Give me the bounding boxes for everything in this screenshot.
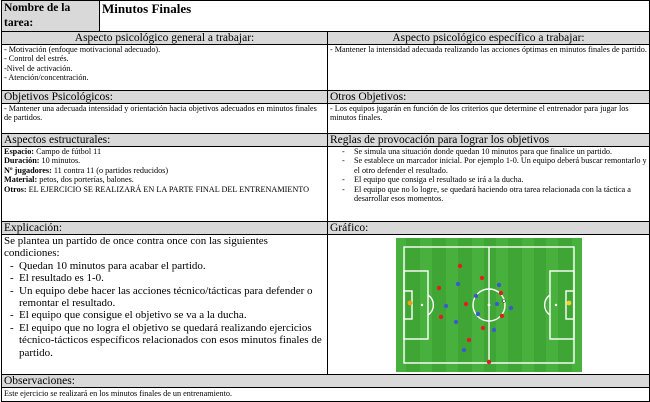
task-name-label: Nombre de la tarea: [2, 1, 100, 32]
blue-player [473, 294, 477, 298]
general-aspect-item: - Control del estrés. [4, 54, 69, 64]
blue-player [461, 348, 465, 352]
red-player [438, 315, 442, 319]
observations-text: Este ejercicio se realizará en los minutos finales de un entrenamiento. [2, 388, 650, 402]
left-penalty-spot [420, 304, 422, 306]
rule-item: - Se establece un marcador inicial. Por ejemplo 1-0. Un equipo deberá buscar remontarlo y el otro defender el resultado. [354, 156, 647, 175]
structural-header: Aspectos estructurales: [2, 134, 328, 147]
pitch-stripe [522, 238, 534, 372]
other-objectives-text: - Los equipos jugarán en función de los criterios que determine el entrenador para jugar los minutos finales. [328, 104, 650, 134]
rule-item: - El equipo que consiga el resultado se irá a la ducha. [354, 175, 647, 184]
red-player [480, 326, 484, 330]
task-name-value: Minutos Finales [100, 1, 650, 32]
observations-header: Observaciones: [2, 375, 650, 388]
psych-objectives-header: Objetivos Psicológicos: [2, 91, 328, 104]
goalkeeper-yellow [566, 301, 571, 306]
red-player [457, 264, 461, 268]
center-spot [487, 304, 490, 307]
rule-item: - Se simula una situación donde quedan 10 minutos para que finalice un partido. [354, 147, 647, 156]
red-player [479, 276, 483, 280]
explanation-item: - El resultado es 1-0. [19, 272, 325, 284]
football-pitch-diagram [396, 238, 582, 372]
blue-player [508, 306, 512, 310]
red-player [436, 286, 440, 290]
structural-row: Duración: 10 minutos. [4, 156, 81, 166]
psych-objectives-text: - Mantener una adecuada intensidad y orientación hacia objetivos adecuados en minutos finales de partidos. [2, 104, 328, 134]
general-aspect-header: Aspecto psicológico general a trabajar: [2, 32, 328, 45]
blue-player [491, 328, 495, 332]
rule-item: - El equipo que no lo logre, se quedará haciendo otra tarea relacionada con la táctica a desarrollar esos momentos. [354, 185, 647, 204]
blue-player [494, 302, 498, 306]
red-player [466, 338, 470, 342]
general-aspect-item: - Atención/concentración. [4, 73, 89, 83]
graphic-cell [328, 235, 650, 375]
structural-list [2, 147, 328, 222]
graphic-header: Gráfico: [328, 222, 650, 235]
structural-row: Material: petos, dos porterías, balones. [4, 175, 134, 185]
pitch-stripe [472, 238, 484, 372]
ball [502, 300, 505, 303]
explanation-item: - Un equipo debe hacer las acciones técnico/tácticas para defender o remontar el resultado. [19, 285, 325, 310]
general-aspect-item: - Motivación (enfoque motivacional adecuado). [4, 45, 161, 54]
specific-aspect-header: Aspecto psicológico específico a trabajar: [328, 32, 650, 45]
red-player [498, 291, 502, 295]
rules-list [328, 147, 650, 222]
blue-player [453, 320, 457, 324]
explanation-intro: Se plantea un partido de once contra once con las siguientes condiciones: [4, 235, 268, 260]
rules-header: Reglas de provocación para lograr los objetivos [328, 134, 650, 147]
red-player [486, 360, 490, 364]
blue-player [475, 312, 479, 316]
explanation-item: - Quedan 10 minutos para acabar el partido. [19, 260, 325, 272]
blue-player [496, 283, 500, 287]
explanation-item: - El equipo que consigue el objetivo se va a la ducha. [19, 309, 325, 321]
goalkeeper-orange [407, 301, 412, 306]
blue-player [443, 304, 447, 308]
red-player [463, 302, 467, 306]
general-aspect-list [2, 45, 328, 91]
structural-row: Espacio: Campo de fútbol 11 [4, 147, 102, 156]
general-aspect-item: -Nivel de activación. [4, 63, 73, 73]
structural-row: Nº jugadores: 11 contra 11 (o partidos reducidos) [4, 165, 169, 175]
right-penalty-spot [554, 304, 556, 306]
explanation-body [2, 235, 328, 375]
task-sheet [1, 0, 650, 402]
specific-aspect-text: - Mantener la intensidad adecuada realizando las acciones óptimas en minutos finales de partido. [328, 45, 650, 91]
red-player [499, 314, 503, 318]
structural-row: Otros: EL EJERCICIO SE REALIZARÁ EN LA PARTE FINAL DEL ENTRENAMIENTO [4, 184, 310, 194]
explanation-item: - El equipo que no logra el objetivo se quedará realizando ejercicios técnico-tácticos específicos relacionados con esos minutos finales de partido. [19, 322, 325, 359]
other-objectives-header: Otros Objetivos: [328, 91, 650, 104]
explanation-header: Explicación: [2, 222, 328, 235]
blue-player [455, 282, 459, 286]
